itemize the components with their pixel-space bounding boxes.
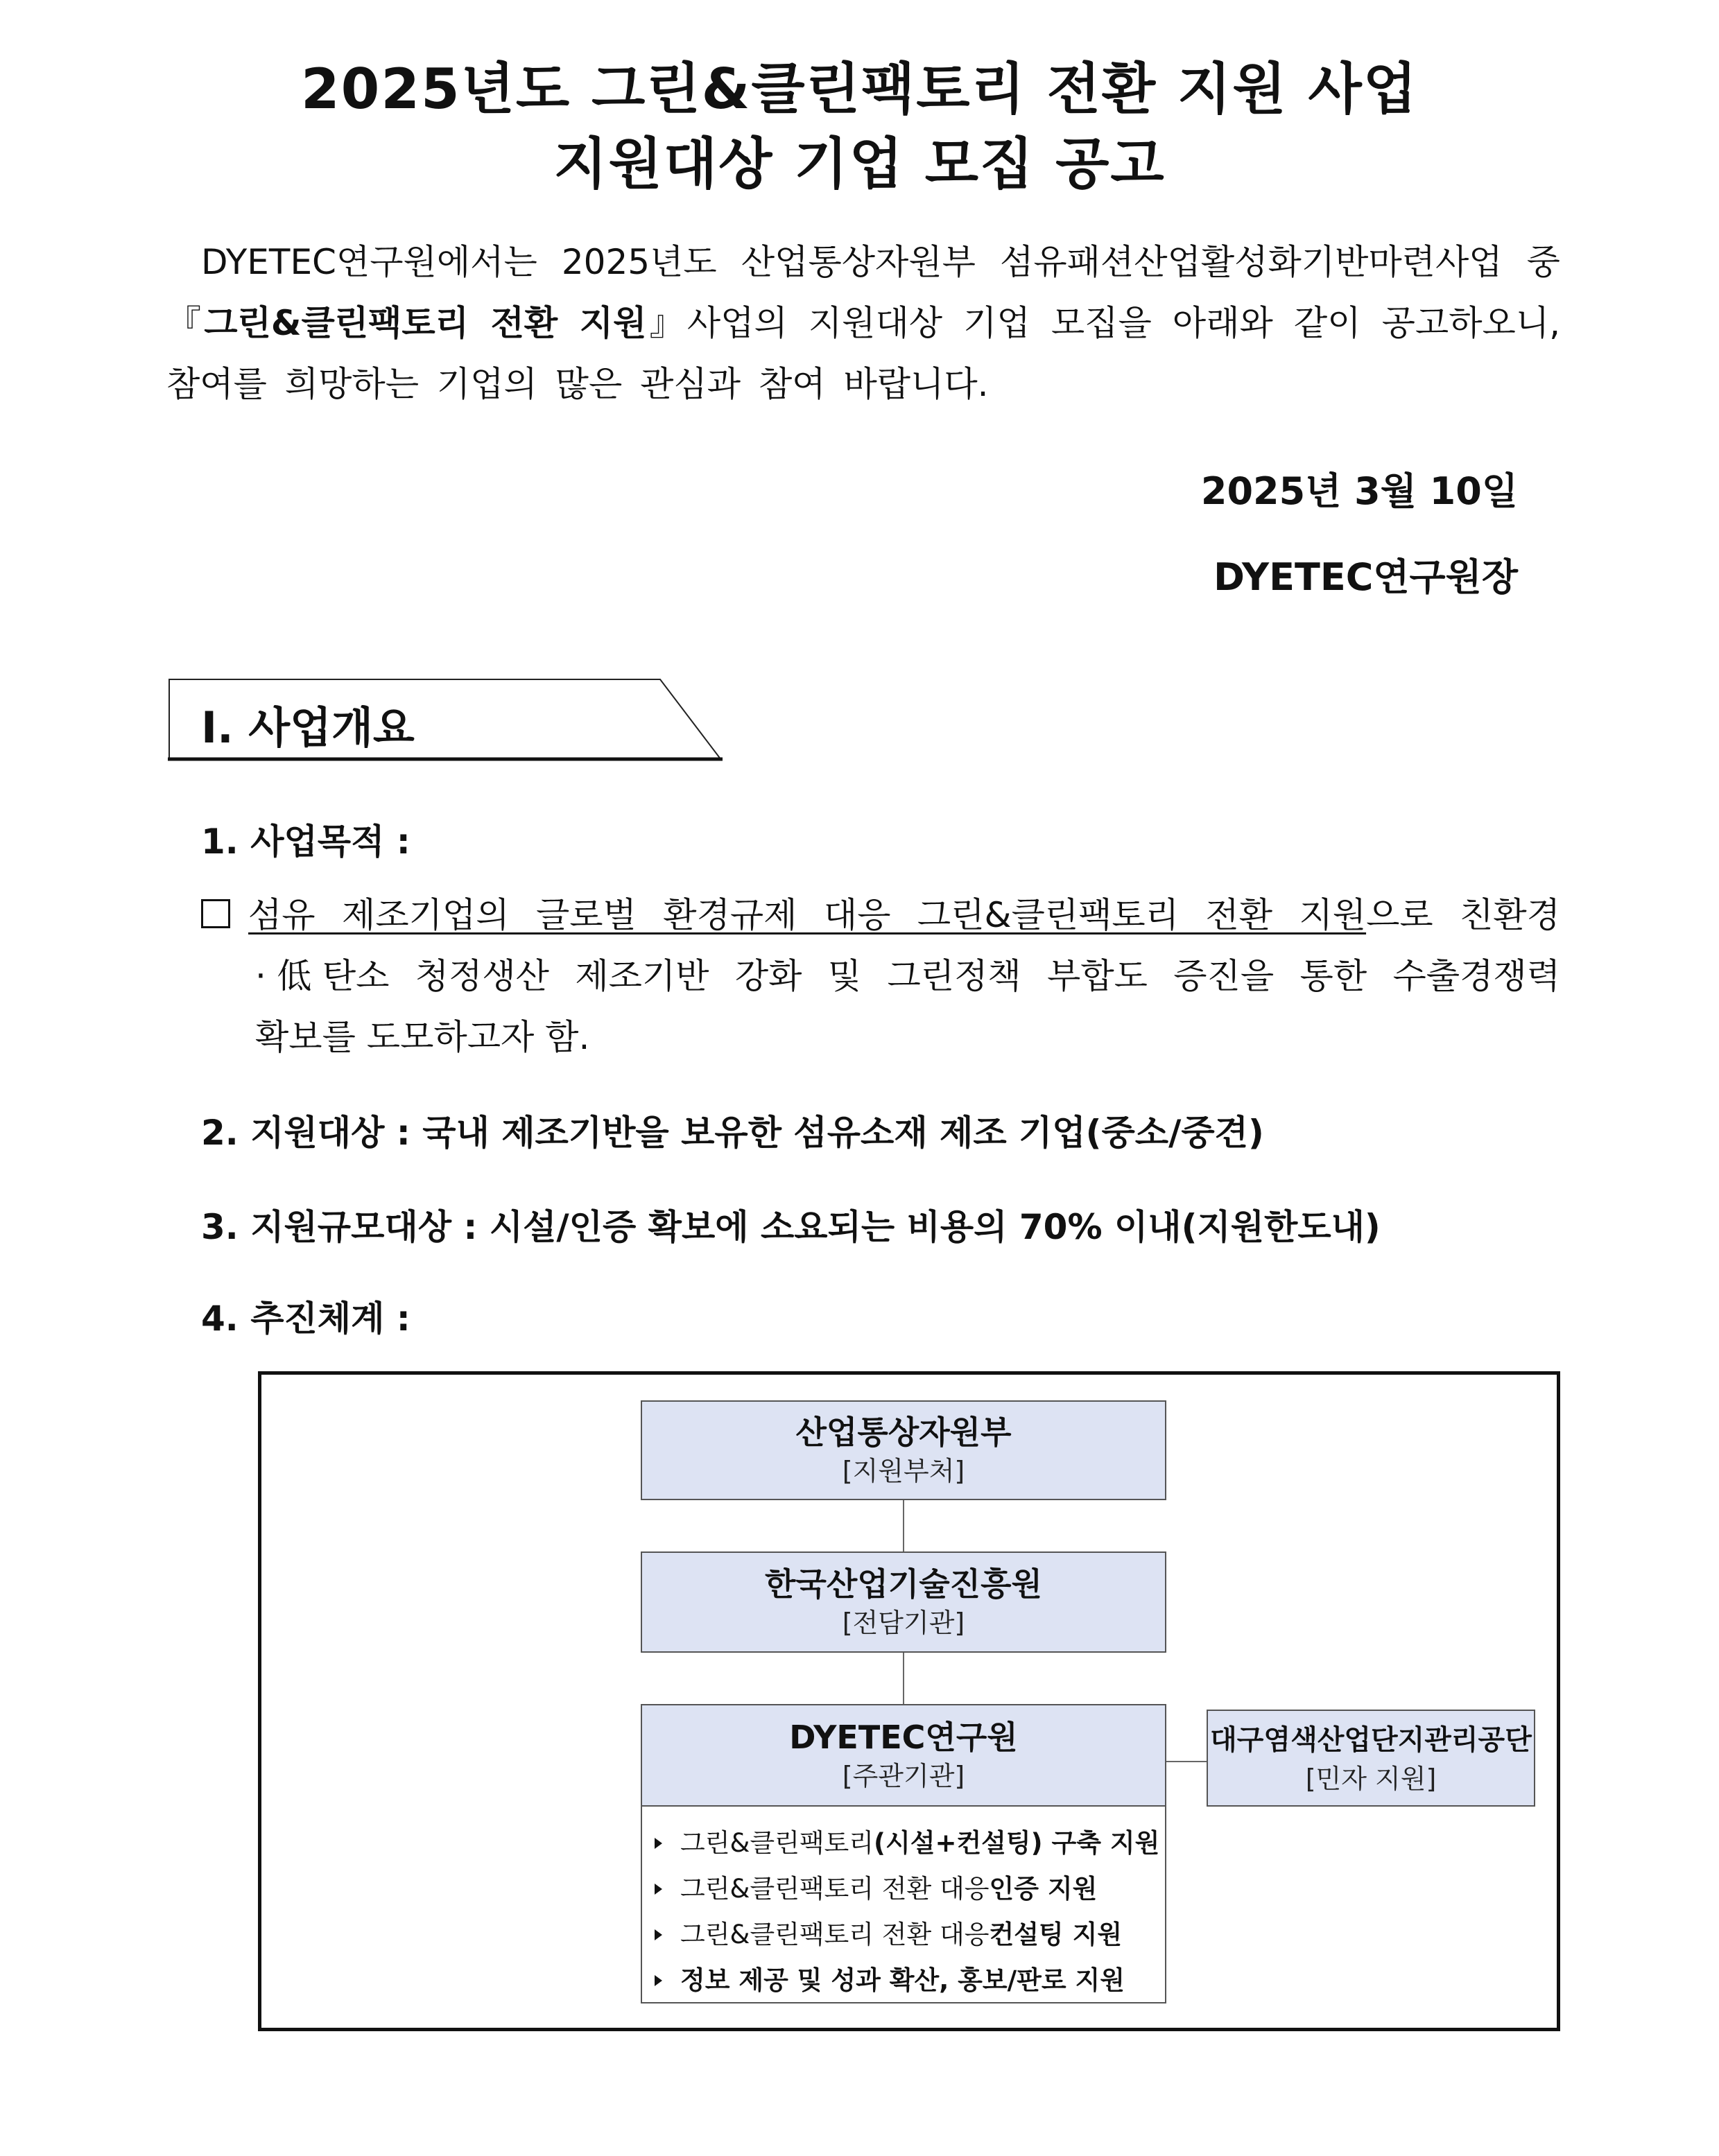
org-box-host (641, 1704, 1166, 1807)
triangle-bullet-icon (655, 1929, 662, 1940)
list-item (655, 1866, 1165, 1912)
intro-text-part2: 』사업의 지원대상 기업 모집을 아래와 같이 공고하오니, 참여를 희망하는 기업의 많은 관심과 참여 바랍니다. (166, 303, 1561, 404)
org-agency-name: 한국산업기술진흥원 (765, 1565, 1042, 1603)
org-partner-name: 대구염색산업단지관리공단 (1210, 1724, 1532, 1756)
org-host-name: DYETEC연구원 (789, 1719, 1018, 1756)
notice-date: 2025년 3월 10일 (1200, 469, 1518, 513)
page-title-line2: 지원대상 기업 모집 공고 (553, 132, 1166, 196)
org-partner-role: [민자 지원] (1305, 1764, 1437, 1794)
item-purpose-body (201, 885, 1560, 1068)
task-text-bold: (시설+컨설팅) 구축 지원 (874, 1828, 1160, 1858)
list-item (655, 1958, 1165, 2003)
list-item (655, 1912, 1165, 1958)
org-agency-role: [전담기관] (842, 1608, 965, 1638)
triangle-bullet-icon (655, 1838, 662, 1849)
task-text: 그린&클린팩토리 전환 대응 (680, 1920, 990, 1949)
section-title-overview: Ⅰ. 사업개요 (201, 702, 415, 753)
purpose-line3: 확보를 도모하고자 함. (255, 1017, 590, 1057)
org-host-role: [주관기관] (842, 1761, 965, 1791)
connector-agency-host (903, 1653, 904, 1704)
item-structure-heading: 4. 추진체계 : (201, 1298, 411, 1339)
task-text-bold: 컨설팅 지원 (989, 1920, 1123, 1949)
org-ministry-name: 산업통상자원부 (795, 1414, 1012, 1451)
intro-paragraph (166, 232, 1560, 415)
notice-signer: DYETEC연구원장 (1213, 555, 1518, 599)
item-purpose-heading: 1. 사업목적 : (201, 821, 411, 862)
connector-host-partner (1166, 1761, 1207, 1762)
task-text: 그린&클린팩토리 전환 대응 (680, 1874, 990, 1904)
page-title-line1: 2025년도 그린&클린팩토리 전환 지원 사업 (300, 57, 1419, 121)
triangle-bullet-icon (655, 1975, 662, 1986)
list-item (655, 1820, 1165, 1866)
intro-text-part1: DYETEC연구원에서는 2025년도 산업통상자원부 섬유패션산업활성화기반마련사업 중『 (166, 242, 1560, 343)
purpose-line2: ·低탄소 청정생산 제조기반 강화 및 그린정책 부합도 증진을 통한 수출경쟁력 (255, 956, 1560, 996)
connector-ministry-agency (903, 1500, 904, 1551)
org-box-ministry (641, 1400, 1166, 1500)
org-ministry-role: [지원부처] (842, 1456, 965, 1486)
item-scale: 3. 지원규모대상 : 시설/인증 확보에 소요되는 비용의 70% 이내(지원한도내) (201, 1207, 1381, 1247)
org-box-agency (641, 1551, 1166, 1653)
host-task-list (641, 1805, 1166, 2003)
purpose-underlined-text: 섬유 제조기업의 글로벌 환경규제 대응 그린&클린팩토리 전환 지원 (248, 895, 1367, 935)
task-text-bold: 정보 제공 및 성과 확산, 홍보/판로 지원 (680, 1965, 1125, 1995)
task-text-bold: 인증 지원 (989, 1874, 1098, 1904)
item-target: 2. 지원대상 : 국내 제조기반을 보유한 섬유소재 제조 기업(중소/중견) (201, 1113, 1264, 1153)
purpose-line1-rest: 으로 친환경 (1366, 895, 1560, 935)
task-text: 그린&클린팩토리 (680, 1828, 874, 1858)
triangle-bullet-icon (655, 1884, 662, 1895)
intro-program-name: 그린&클린팩토리 전환 지원 (204, 303, 647, 343)
org-box-partner (1207, 1710, 1535, 1807)
checkbox-square-icon (201, 899, 230, 928)
